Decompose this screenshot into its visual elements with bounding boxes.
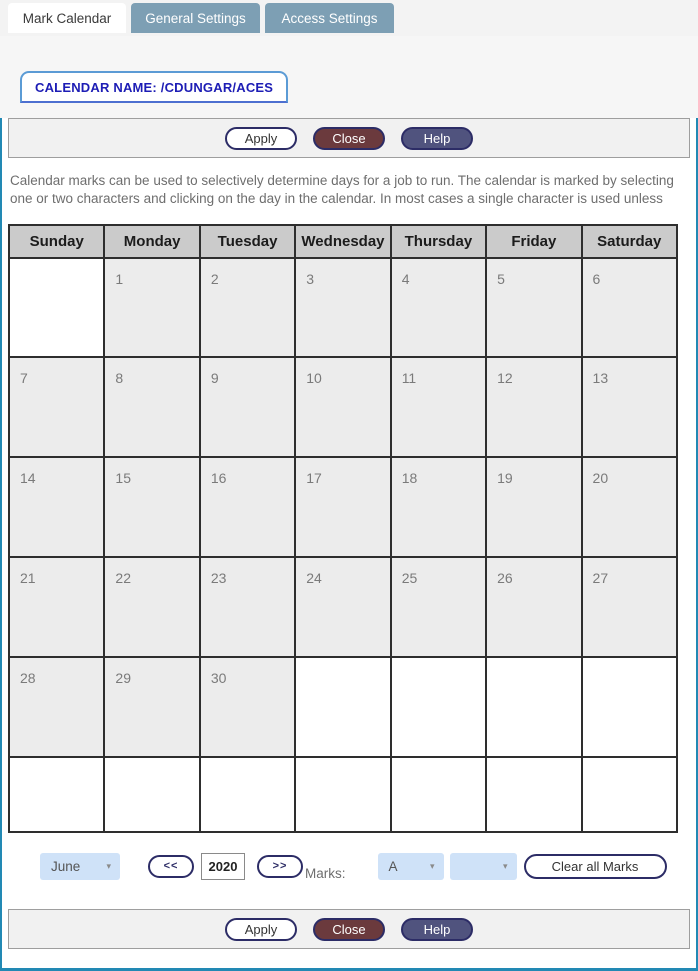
- calendar-grid: [8, 224, 678, 833]
- calendar-empty-cell: [391, 757, 486, 832]
- calendar-day-cell-28[interactable]: 28: [9, 657, 104, 757]
- calendar-empty-cell: [486, 757, 581, 832]
- next-year-button[interactable]: >>: [257, 855, 303, 878]
- calendar-empty-cell: [295, 757, 390, 832]
- mark-char1-value: A: [388, 858, 398, 874]
- calendar-day-cell-7[interactable]: 7: [9, 357, 104, 457]
- calendar-day-cell-15[interactable]: 15: [104, 457, 199, 557]
- month-select[interactable]: [40, 853, 120, 880]
- tab-general-settings[interactable]: General Settings: [131, 3, 260, 33]
- mark-char2-select[interactable]: [450, 853, 517, 880]
- year-input[interactable]: [201, 853, 245, 880]
- calendar-day-cell-11[interactable]: 11: [391, 357, 486, 457]
- day-header-monday: Monday: [104, 225, 199, 258]
- calendar-day-cell-18[interactable]: 18: [391, 457, 486, 557]
- calendar-name-row: [0, 36, 698, 103]
- calendar-empty-cell: [295, 657, 390, 757]
- help-button-bottom[interactable]: Help: [401, 918, 473, 941]
- calendar-week-row: [9, 357, 677, 457]
- calendar-day-cell-23[interactable]: 23: [200, 557, 295, 657]
- mark-calendar-panel: [0, 118, 698, 971]
- calendar-day-cell-12[interactable]: 12: [486, 357, 581, 457]
- calendar-day-cell-27[interactable]: 27: [582, 557, 677, 657]
- calendar-empty-cell: [582, 657, 677, 757]
- day-header-sunday: Sunday: [9, 225, 104, 258]
- calendar-week-row: [9, 557, 677, 657]
- calendar-empty-cell: [582, 757, 677, 832]
- calendar-week-row: [9, 258, 677, 357]
- calendar-day-cell-8[interactable]: 8: [104, 357, 199, 457]
- tab-mark-calendar[interactable]: Mark Calendar: [8, 3, 126, 33]
- calendar-day-cell-3[interactable]: 3: [295, 258, 390, 357]
- calendar-day-cell-22[interactable]: 22: [104, 557, 199, 657]
- clear-all-marks-button[interactable]: Clear all Marks: [524, 854, 667, 879]
- help-button-top[interactable]: Help: [401, 127, 473, 150]
- calendar-empty-cell: [200, 757, 295, 832]
- day-header-saturday: Saturday: [582, 225, 677, 258]
- calendar-day-cell-19[interactable]: 19: [486, 457, 581, 557]
- calendar-empty-cell: [104, 757, 199, 832]
- day-header-tuesday: Tuesday: [200, 225, 295, 258]
- day-header-wednesday: Wednesday: [295, 225, 390, 258]
- calendar-day-cell-20[interactable]: 20: [582, 457, 677, 557]
- apply-button-bottom[interactable]: Apply: [225, 918, 297, 941]
- calendar-day-cell-25[interactable]: 25: [391, 557, 486, 657]
- calendar-day-cell-2[interactable]: 2: [200, 258, 295, 357]
- calendar-day-cell-30[interactable]: 30: [200, 657, 295, 757]
- calendar-week-row: [9, 757, 677, 832]
- month-select-value: June: [51, 858, 81, 874]
- calendar-empty-cell: [391, 657, 486, 757]
- calendar-name-tab: CALENDAR NAME: /CDUNGAR/ACES: [20, 71, 288, 103]
- calendar-day-cell-10[interactable]: 10: [295, 357, 390, 457]
- close-button-bottom[interactable]: Close: [313, 918, 385, 941]
- calendar-day-cell-24[interactable]: 24: [295, 557, 390, 657]
- bottom-action-bar: [8, 909, 690, 949]
- calendar-day-cell-14[interactable]: 14: [9, 457, 104, 557]
- calendar-day-cell-9[interactable]: 9: [200, 357, 295, 457]
- calendar-day-cell-17[interactable]: 17: [295, 457, 390, 557]
- tab-access-settings[interactable]: Access Settings: [265, 3, 394, 33]
- calendar-empty-cell: [9, 757, 104, 832]
- calendar-day-cell-6[interactable]: 6: [582, 258, 677, 357]
- chevron-down-icon: ▾: [106, 860, 111, 871]
- chevron-down-icon: ▾: [429, 860, 435, 871]
- marks-label: Marks:: [305, 865, 346, 881]
- calendar-day-cell-13[interactable]: 13: [582, 357, 677, 457]
- calendar-day-cell-29[interactable]: 29: [104, 657, 199, 757]
- calendar-grid-header: [9, 225, 677, 258]
- calendar-day-cell-16[interactable]: 16: [200, 457, 295, 557]
- mark-char1-select[interactable]: [378, 853, 444, 880]
- calendar-day-cell-1[interactable]: 1: [104, 258, 199, 357]
- calendar-marks-description: Calendar marks can be used to selectively determine days for a job to run. The calendar is marked by selecting one or two characters and clicking on the day in the calendar. In most cases a single character is used unless: [10, 173, 674, 206]
- calendar-day-cell-4[interactable]: 4: [391, 258, 486, 357]
- close-button-top[interactable]: Close: [313, 127, 385, 150]
- calendar-empty-cell: [9, 258, 104, 357]
- prev-year-button[interactable]: <<: [148, 855, 194, 878]
- calendar-day-cell-5[interactable]: 5: [486, 258, 581, 357]
- calendar-empty-cell: [486, 657, 581, 757]
- calendar-controls: [8, 844, 690, 888]
- calendar-week-row: [9, 457, 677, 557]
- chevron-down-icon: ▾: [502, 860, 508, 871]
- day-header-friday: Friday: [486, 225, 581, 258]
- apply-button-top[interactable]: Apply: [225, 127, 297, 150]
- calendar-week-row: [9, 657, 677, 757]
- calendar-day-cell-21[interactable]: 21: [9, 557, 104, 657]
- top-action-bar: [8, 118, 690, 158]
- top-tab-bar: [0, 0, 698, 36]
- day-header-thursday: Thursday: [391, 225, 486, 258]
- calendar-day-cell-26[interactable]: 26: [486, 557, 581, 657]
